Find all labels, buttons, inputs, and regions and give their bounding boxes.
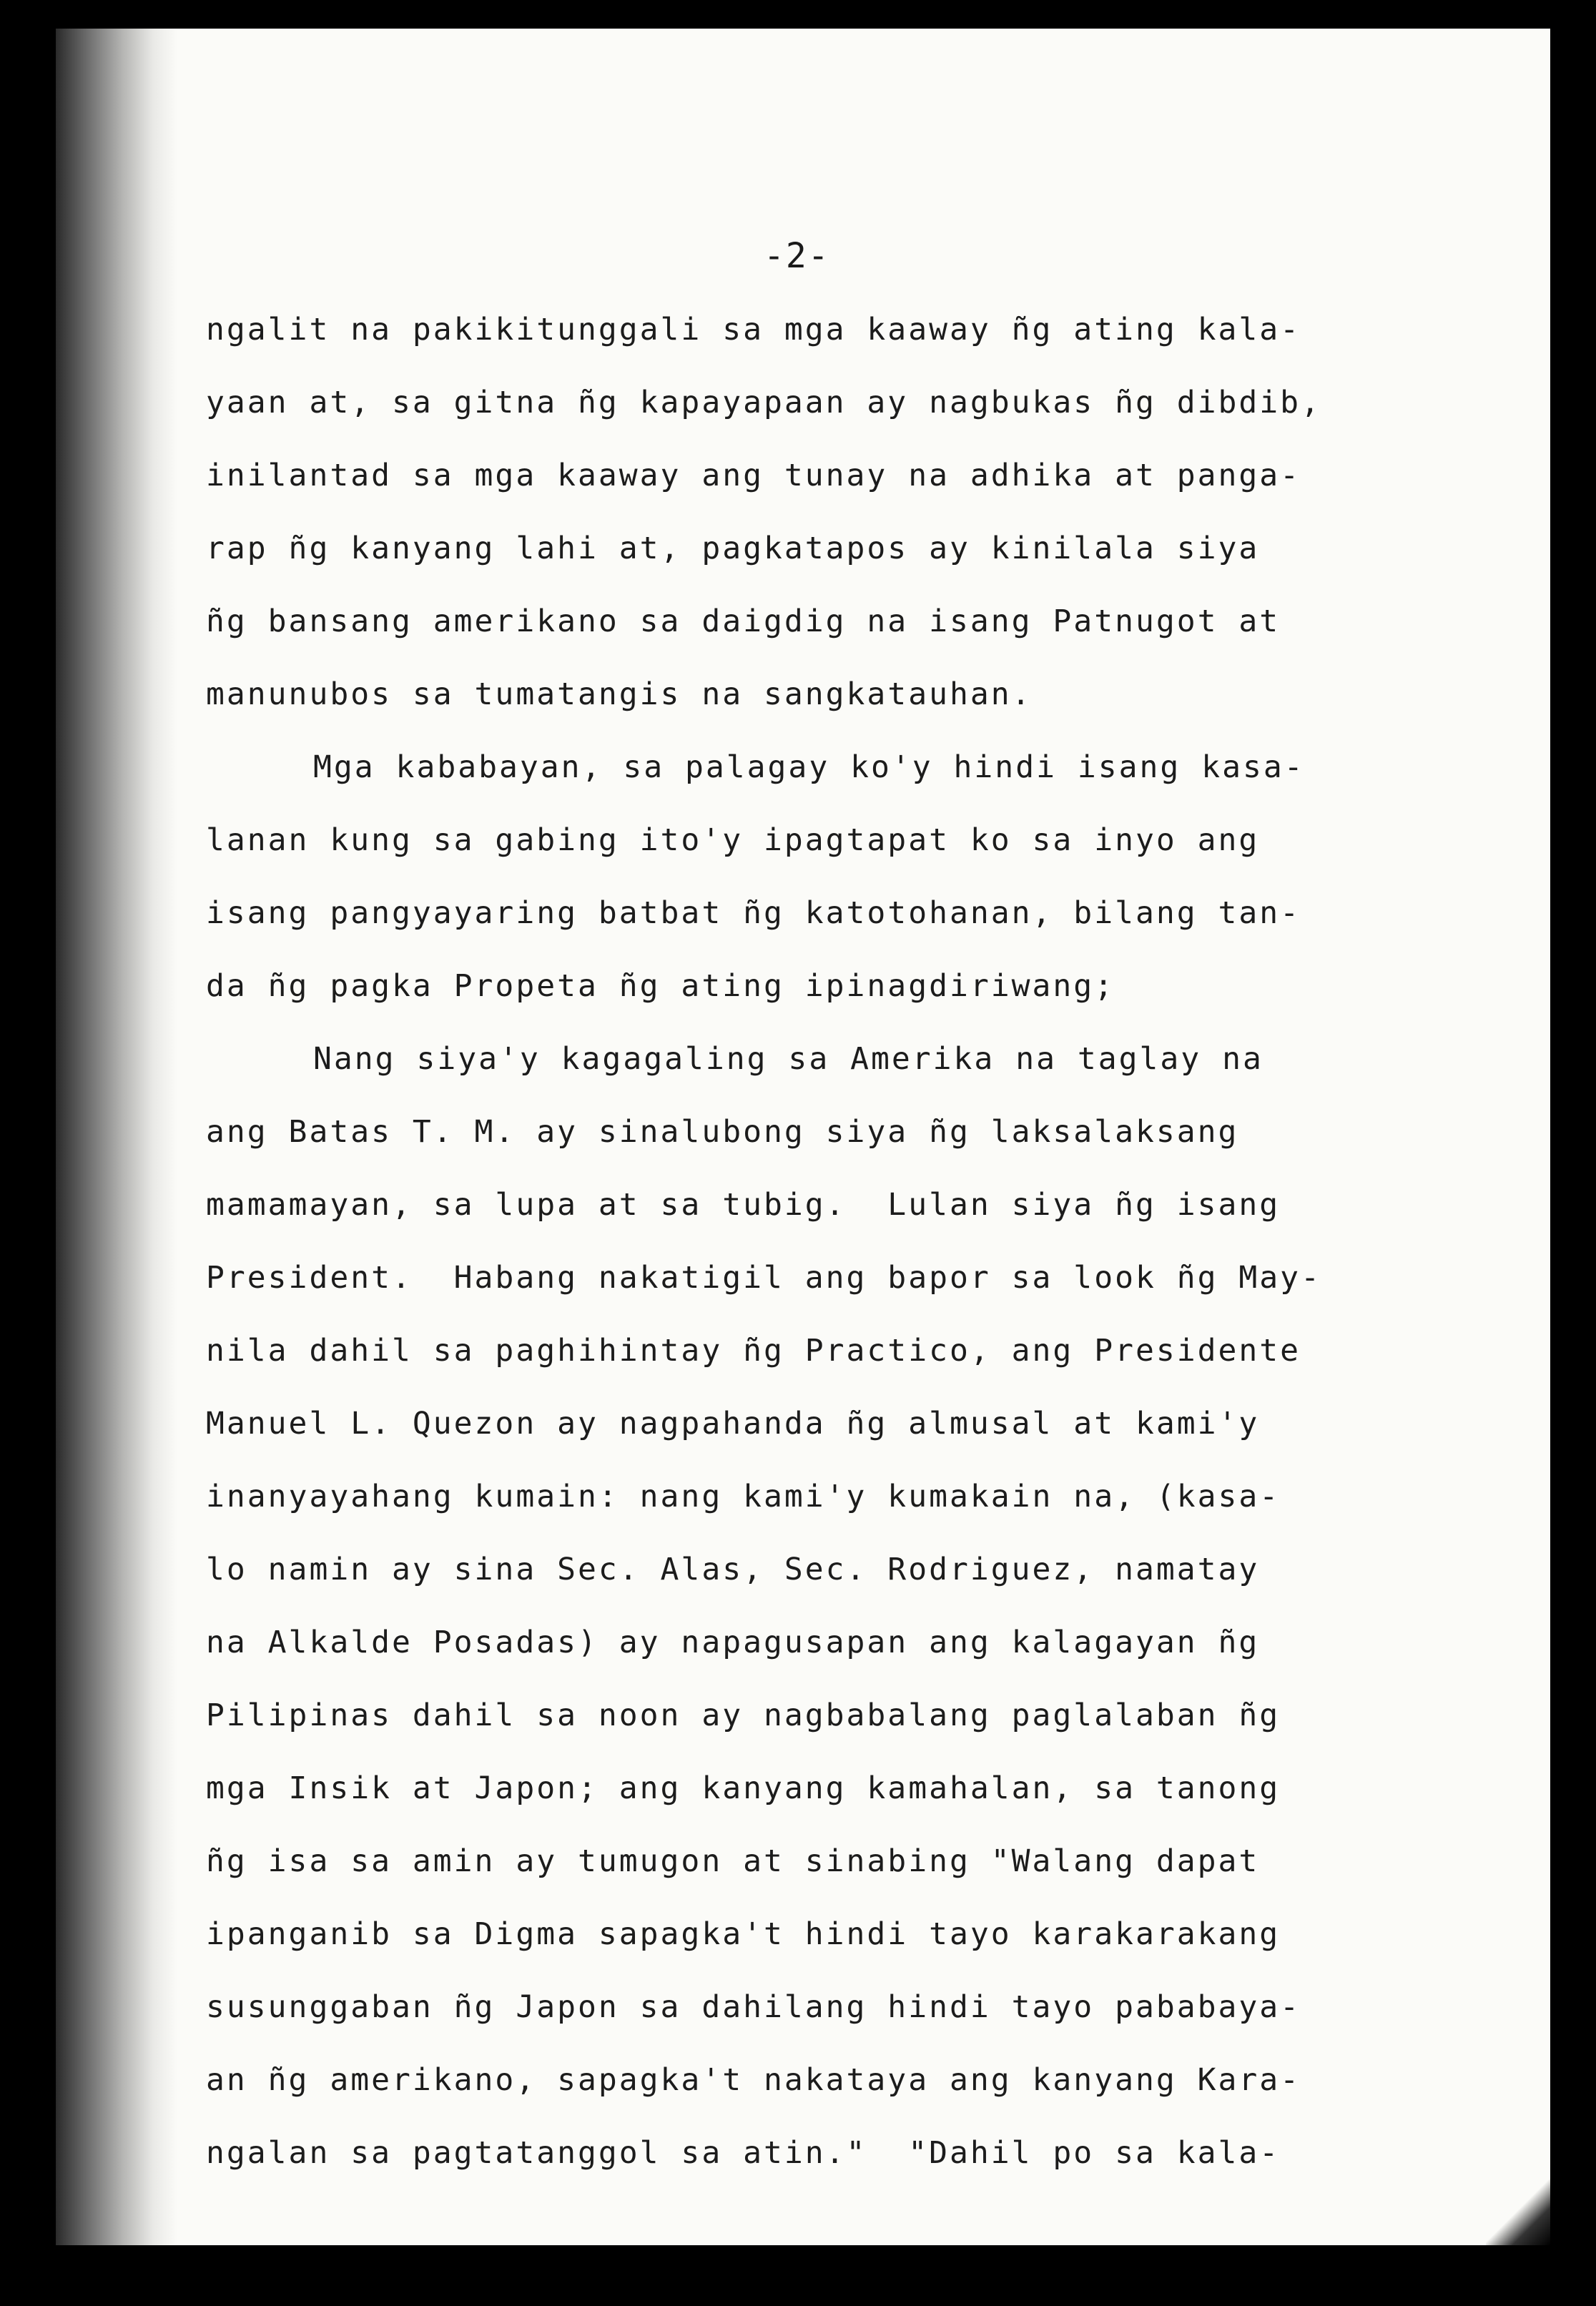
text-line: na Alkalde Posadas) ay napagusapan ang kalagayan ñg [206, 1625, 1260, 1660]
page-number: -2- [764, 236, 830, 276]
text-line: ñg isa sa amin ay tumugon at sinabing "Walang dapat [206, 1843, 1260, 1879]
text-line: isang pangyayaring batbat ñg katotohanan, bilang tan- [206, 895, 1301, 931]
text-line: rap ñg kanyang lahi at, pagkatapos ay kinilala siya [206, 531, 1260, 566]
document-page [56, 29, 1550, 2245]
text-line: mga Insik at Japon; ang kanyang kamahalan, sa tanong [206, 1770, 1281, 1806]
text-line: an ñg amerikano, sapagka't nakataya ang kanyang Kara- [206, 2062, 1301, 2098]
body-text [206, 293, 1436, 2189]
page-corner-wear [1486, 2159, 1550, 2245]
text-line: Manuel L. Quezon ay nagpahanda ñg almusal at kami'y [206, 1406, 1260, 1442]
binding-shadow [56, 29, 177, 2245]
text-line: nila dahil sa paghihintay ñg Practico, ang Presidente [206, 1333, 1301, 1369]
text-line: ang Batas T. M. ay sinalubong siya ñg laksalaksang [206, 1114, 1239, 1150]
text-line: ipanganib sa Digma sapagka't hindi tayo karakarakang [206, 1916, 1281, 1952]
text-line: manunubos sa tumatangis na sangkatauhan. [206, 676, 1033, 712]
text-line: mamamayan, sa lupa at sa tubig. Lulan siya ñg isang [206, 1187, 1281, 1223]
text-line: inanyayahang kumain: nang kami'y kumakain na, (kasa- [206, 1479, 1281, 1514]
text-line: susunggaban ñg Japon sa dahilang hindi tayo pababaya- [206, 1989, 1301, 2025]
text-line: da ñg pagka Propeta ñg ating ipinagdiriwang; [206, 968, 1115, 1004]
text-line: lanan kung sa gabing ito'y ipagtapat ko sa inyo ang [206, 822, 1260, 858]
text-line: ngalit na pakikitunggali sa mga kaaway ñg ating kala- [206, 312, 1301, 348]
paragraph-start-line: Mga kababayan, sa palagay ko'y hindi isang kasa- [313, 749, 1305, 785]
text-line: yaan at, sa gitna ñg kapayapaan ay nagbukas ñg dibdib, [206, 385, 1321, 420]
text-line: ñg bansang amerikano sa daigdig na isang Patnugot at [206, 603, 1281, 639]
text-line: President. Habang nakatigil ang bapor sa look ñg May- [206, 1260, 1321, 1296]
text-line: lo namin ay sina Sec. Alas, Sec. Rodriguez, namatay [206, 1552, 1260, 1587]
text-line: inilantad sa mga kaaway ang tunay na adhika at panga- [206, 458, 1301, 493]
text-line: ngalan sa pagtatanggol sa atin." "Dahil po sa kala- [206, 2135, 1281, 2171]
text-line: Pilipinas dahil sa noon ay nagbabalang paglalaban ñg [206, 1698, 1281, 1733]
paragraph-start-line: Nang siya'y kagagaling sa Amerika na taglay na [313, 1041, 1264, 1077]
